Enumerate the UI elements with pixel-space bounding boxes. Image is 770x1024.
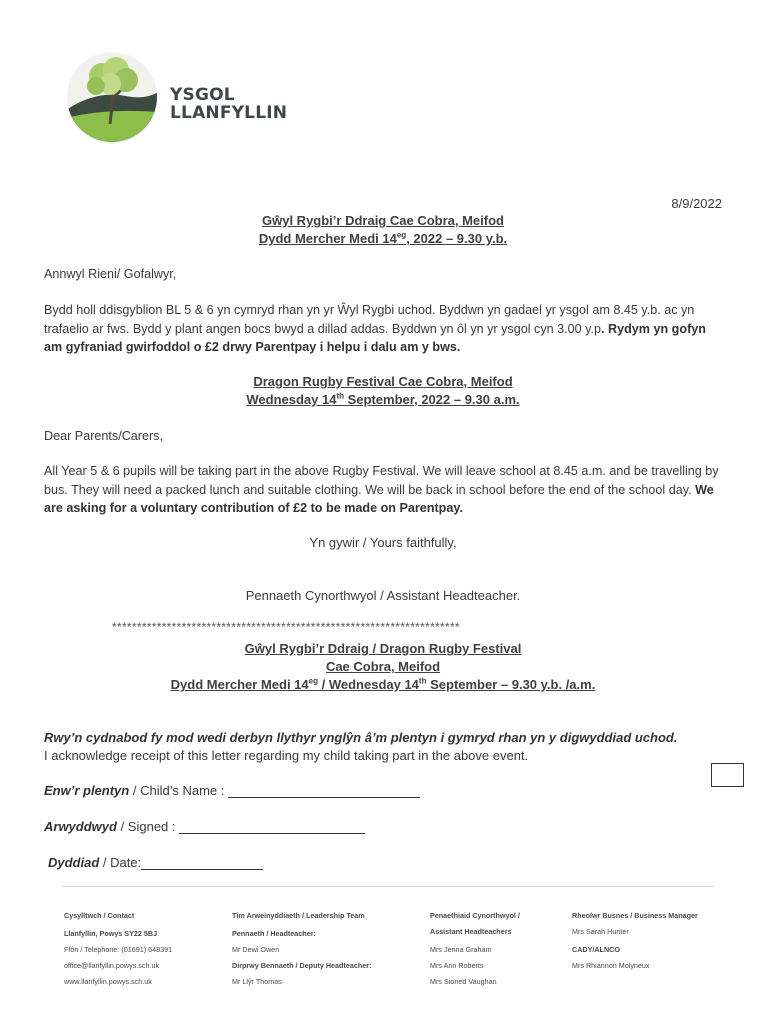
slip-title-3: Dydd Mercher Medi $14^{eg}$ / Wednesday 14th September – 9.30 y.b. /a.m. bbox=[170, 676, 596, 692]
signature-input[interactable] bbox=[179, 819, 365, 834]
school-name bbox=[170, 86, 287, 122]
acknowledge-checkbox[interactable] bbox=[711, 763, 744, 787]
school-name-line2: LLANFYLLIN bbox=[170, 103, 288, 123]
english-body: All Year 5 & 6 pupils will be taking part in the above Rugby Festival. We will leave school at 8.45 a.m. and be travelling by bus. They will need a packed lunch and suitable clothing. We will be back in school before the end of the school day. We are asking for a voluntary contribution of £2 to be made on Parentpay. bbox=[44, 464, 719, 515]
english-title-1: Dragon Rugby Festival Cae Cobra, Meifod bbox=[253, 374, 513, 389]
welsh-title-2: Dydd Mercher Medi $14^{eg}$, 2022 – 9.30 y.b. bbox=[258, 230, 508, 246]
signed-field: Arwyddwyd / Signed : bbox=[44, 819, 365, 834]
child-name-field: Enw’r plentyn / Child’s Name : bbox=[44, 783, 420, 798]
welsh-greeting: Annwyl Rieni/ Gofalwyr, bbox=[44, 267, 177, 281]
footer-divider bbox=[62, 886, 714, 887]
date-field: Dyddiad / Date: bbox=[48, 855, 263, 870]
footer-leadership: Tîm Arweinyddiaeth / Leadership Team Pennaeth / Headteacher: Mr Dewi Owen Dirprwy Bennaeth / Deputy Headteacher: Mr Llŷr Thomas bbox=[232, 911, 372, 986]
signoff-role: Pennaeth Cynorthwyol / Assistant Headteacher. bbox=[245, 588, 521, 603]
welsh-title-1: Gŵyl Rygbi’r Ddraig Cae Cobra, Meifod bbox=[262, 213, 504, 228]
welsh-body: Bydd holl ddisgyblion BL 5 & 6 yn cymryd rhan yn yr Ŵyl Rygbi uchod. Byddwn yn gadael yr ysgol am 8.45 y.b. ac yn trafaelio ar fws. Bydd y plant angen bocs bwyd a dillad addas. Byddwn yn ôl yn yr ysgol cyn 3.00 y.p. Rydym yn gofyn am gyfraniad gwirfoddol o £2 drwy Parentpay i helpu i dalu am y bws. bbox=[44, 303, 706, 354]
cut-line: ********************************************************************** bbox=[112, 620, 460, 634]
footer-assistant-heads: Penaethiaid Cynorthwyol / Assistant Headteachers Mrs Jenna Graham Mrs Ann Roberts Mrs Sioned Vaughan bbox=[430, 911, 520, 986]
english-title-2: Wednesday 14th September, 2022 – 9.30 a.m. bbox=[246, 391, 520, 407]
date-input[interactable] bbox=[141, 855, 263, 870]
yours-faithfully: Yn gywir / Yours faithfully, bbox=[309, 535, 457, 550]
footer-contact: Cysylltwch / Contact Llanfyllin, Powys SY22 5BJ Ffôn / Telephone: (01691) 648391 office@llanfyllin.powys.sch.uk www.llanfyllin.powys.sch.uk bbox=[64, 911, 173, 986]
child-name-input[interactable] bbox=[228, 783, 420, 798]
letter-date: 8/9/2022 bbox=[671, 196, 722, 211]
acknowledge-welsh: Rwy’n cydnabod fy mod wedi derbyn llythyr ynglŷn â’m plentyn i gymryd rhan yn y digwyddiad uchod. bbox=[44, 730, 678, 745]
school-logo bbox=[66, 52, 158, 142]
english-greeting: Dear Parents/Carers, bbox=[44, 429, 163, 443]
footer-business: Rheolwr Busnes / Business Manager Mrs Sarah Hunter CADY/ALNCO Mrs Rhiannon Molyneux bbox=[572, 911, 698, 970]
school-name-line1: YSGOL bbox=[170, 85, 235, 105]
slip-title-1: Gŵyl Rygbi’r Ddraig / Dragon Rugby Festival bbox=[244, 641, 522, 656]
acknowledge-english: I acknowledge receipt of this letter regarding my child taking part in the above event. bbox=[44, 748, 529, 763]
slip-title-2: Cae Cobra, Meifod bbox=[325, 659, 441, 674]
